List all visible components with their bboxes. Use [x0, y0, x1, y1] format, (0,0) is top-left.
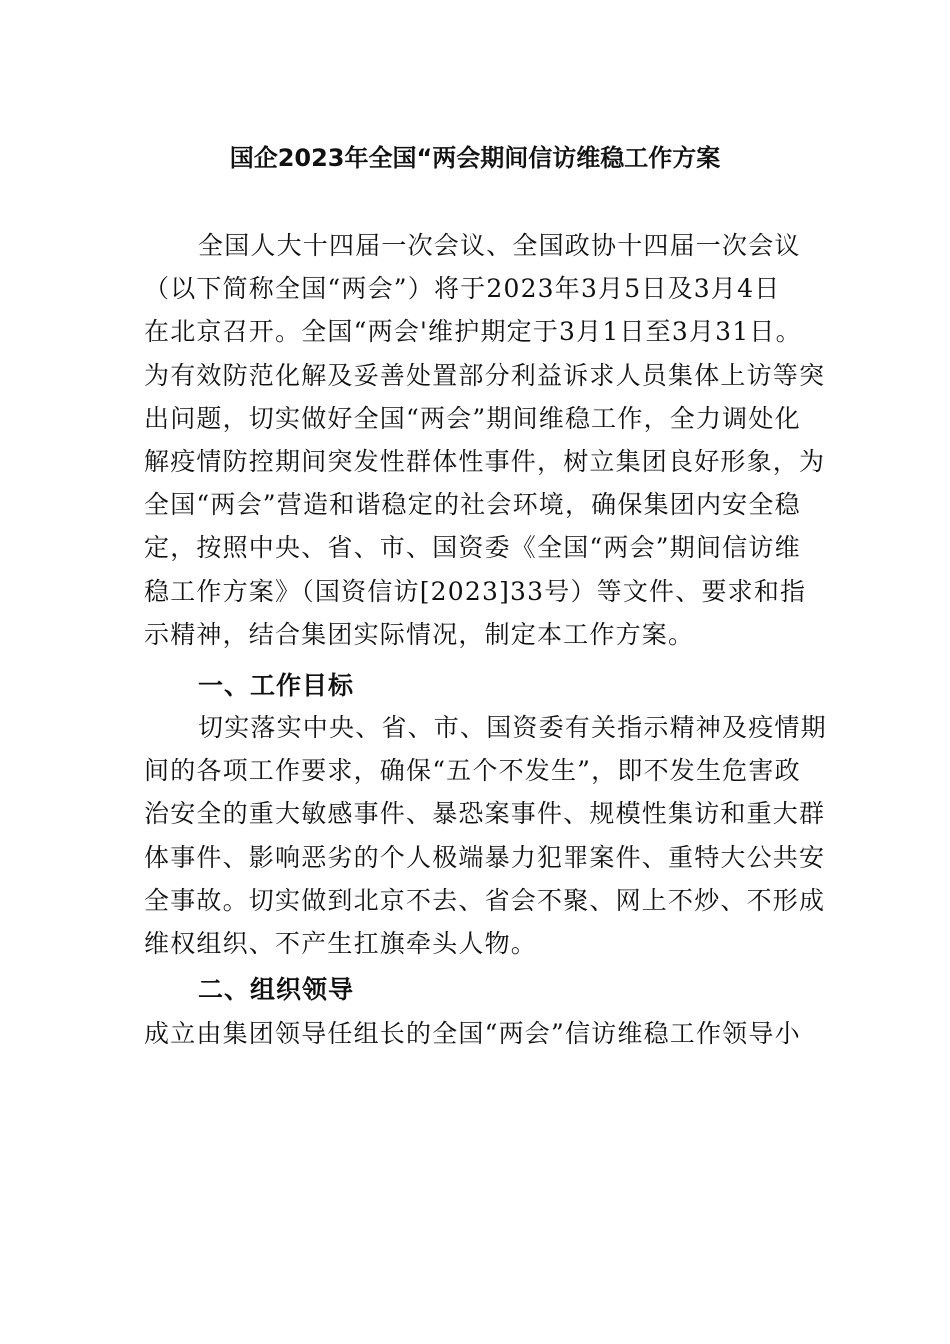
section-heading-goals-wrapper	[144, 664, 814, 707]
paragraph-line: 解疫情防控期间突发性群体性事件，树立集团良好形象，为	[144, 446, 826, 476]
intro-paragraph	[144, 224, 826, 656]
goals-paragraph	[144, 706, 827, 965]
document-title: 国企2023年全国“两会期间信访维稳工作方案	[229, 144, 721, 172]
paragraph-line: （以下简称全国“两会”）将于2023年3月5日及3月4日	[144, 274, 781, 304]
paragraph-line: 体事件、影响恶劣的个人极端暴力犯罪案件、重特大公共安	[144, 842, 826, 872]
paragraph-line: 示精神，结合集团实际情况，制定本工作方案。	[144, 619, 695, 649]
paragraph-line: 成立由集团领导任组长的全国“两会”信访维稳工作领导小	[144, 1019, 801, 1048]
section-heading-goals: 一、工作目标	[198, 671, 355, 700]
leadership-paragraph	[144, 1012, 814, 1055]
paragraph-line: 切实落实中央、省、市、国资委有关指示精神及疫情期	[198, 713, 827, 742]
paragraph-line: 为有效防范化解及妥善处置部分利益诉求人员集体上访等突	[144, 360, 826, 390]
section-heading-leadership: 二、组织领导	[198, 975, 355, 1004]
paragraph-line: 定，按照中央、省、市、国资委《全国“两会”期间信访维	[144, 533, 801, 563]
paragraph-line: 全事故。切实做到北京不去、省会不聚、网上不炒、不形成	[144, 885, 826, 915]
paragraph-line: 出问题，切实做好全国“两会”期间维稳工作，全力调处化	[144, 403, 801, 433]
paragraph-line: 稳工作方案》（国资信访[2023]33号）等文件、要求和指	[144, 576, 807, 606]
paragraph-line: 全国人大十四届一次会议、全国政协十四届一次会议	[198, 231, 801, 260]
paragraph-line: 维权组织、不产生扛旗牵头人物。	[144, 928, 538, 958]
paragraph-line: 治安全的重大敏感事件、暴恐案事件、规模性集访和重大群	[144, 799, 826, 829]
paragraph-line: 全国“两会”营造和谐稳定的社会环境，确保集团内安全稳	[144, 490, 801, 520]
section-heading-leadership-wrapper	[144, 968, 814, 1011]
paragraph-line: 在北京召开。全国“两会'维护期定于3月1日至3月31日。	[144, 317, 802, 347]
paragraph-line: 间的各项工作要求，确保“五个不发生”，即不发生危害政	[144, 756, 801, 786]
